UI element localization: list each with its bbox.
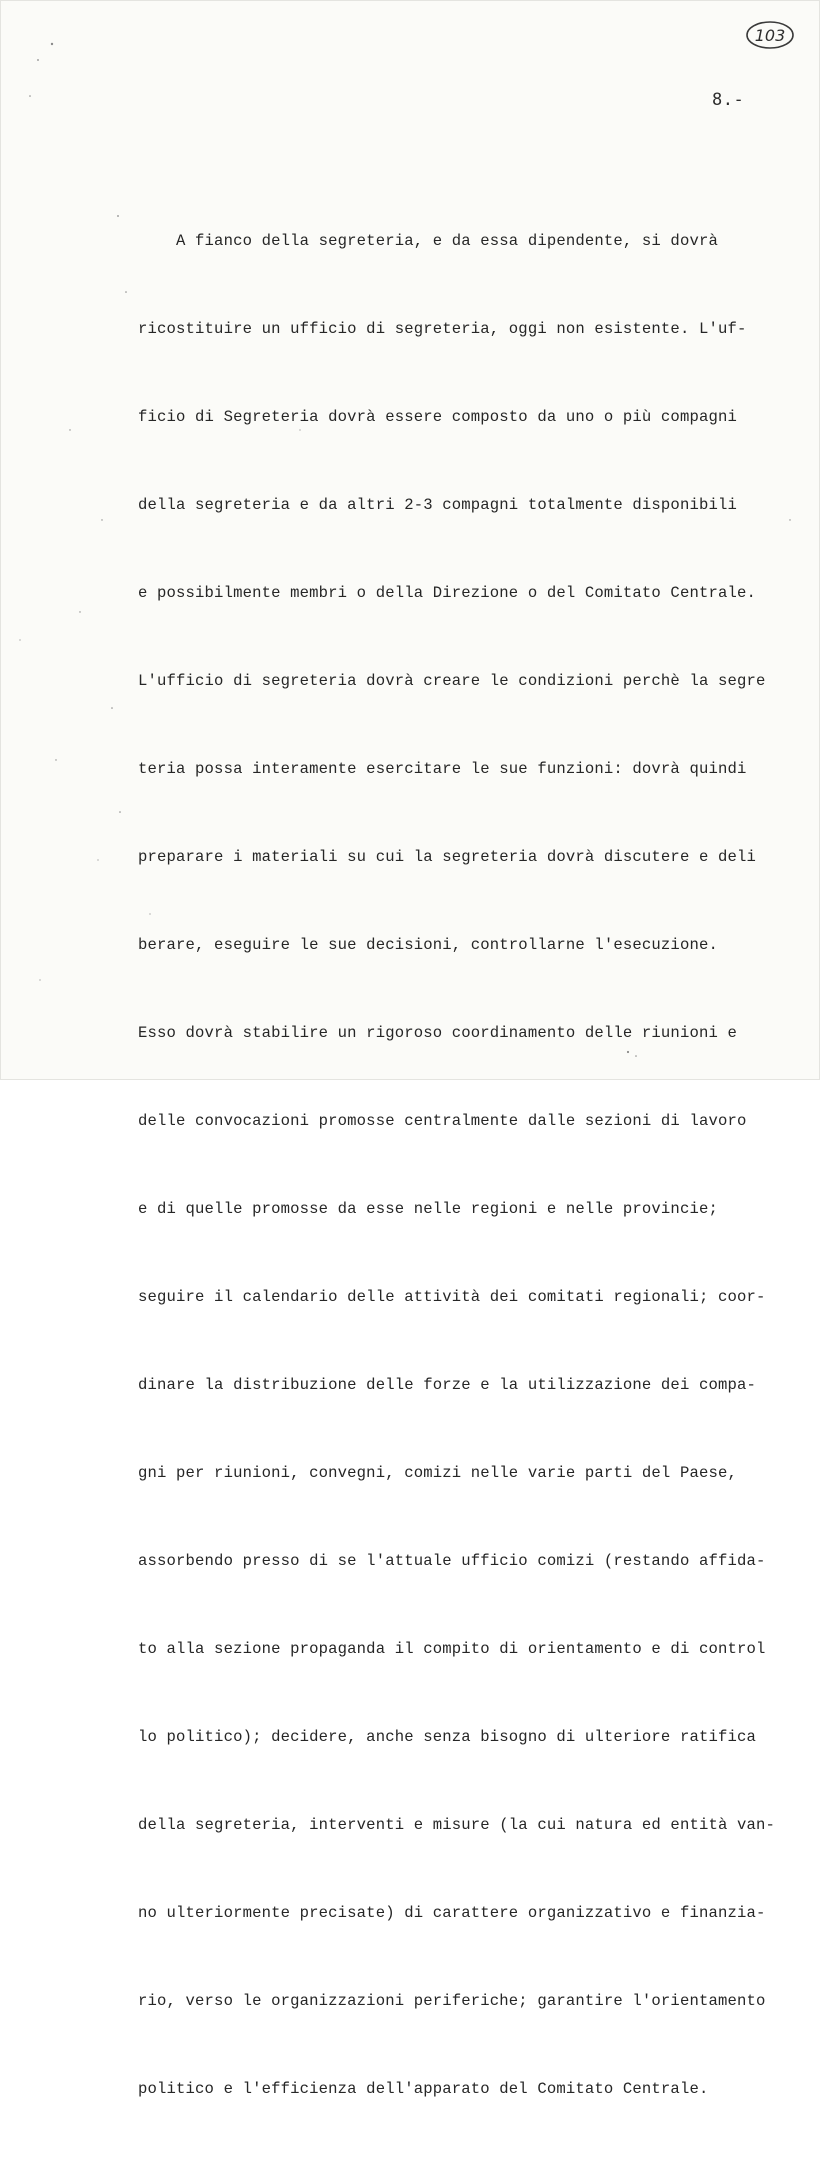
text-line: gni per riunioni, convegni, comizi nelle varie parti del Paese, xyxy=(138,1464,737,1483)
text-line: e di quelle promosse da esse nelle regioni e nelle provincie; xyxy=(138,1200,718,1219)
typewritten-paragraph xyxy=(138,168,818,2160)
archive-number-text: 103 xyxy=(754,26,786,45)
text-line: Esso dovrà stabilire un rigoroso coordinamento delle riunioni e xyxy=(138,1023,737,1042)
text-line: ficio di Segreteria dovrà essere composto da uno o più compagni xyxy=(138,407,737,426)
text-line: e possibilmente membri o della Direzione o del Comitato Centrale. xyxy=(138,583,757,602)
text-line: della segreteria, interventi e misure (la cui natura ed entità van- xyxy=(138,1816,776,1835)
text-line: ricostituire un ufficio di segreteria, oggi non esistente. L'uf- xyxy=(138,319,747,338)
archive-stamp xyxy=(744,18,796,52)
text-line: delle convocazioni promosse centralmente dalle sezioni di lavoro xyxy=(138,1112,747,1130)
archive-stamp-circle xyxy=(744,18,796,52)
text-line: L'ufficio di segreteria dovrà creare le condizioni perchè la segre xyxy=(138,671,766,690)
text-line: assorbendo presso di se l'attuale ufficio comizi (restando affida- xyxy=(138,1552,766,1571)
page-number: 8.- xyxy=(712,90,745,110)
text-line: rio, verso le organizzazioni periferiche; garantire l'orientamento xyxy=(138,1992,766,2011)
text-line: lo politico); decidere, anche senza bisogno di ulteriore ratifica xyxy=(138,1728,757,1747)
text-line: A fianco della segreteria, e da essa dipendente, si dovrà xyxy=(138,231,718,250)
text-line: teria possa interamente esercitare le sue funzioni: dovrà quindi xyxy=(138,759,747,778)
text-line: preparare i materiali su cui la segreteria dovrà discutere e deli xyxy=(138,847,757,866)
text-line: politico e l'efficienza dell'apparato del Comitato Centrale. xyxy=(138,2080,709,2099)
text-line: dinare la distribuzione delle forze e la utilizzazione dei compa- xyxy=(138,1376,757,1395)
text-line: della segreteria e da altri 2-3 compagni totalmente disponibili xyxy=(138,495,737,514)
text-line: berare, eseguire le sue decisioni, controllarne l'esecuzione. xyxy=(138,935,718,954)
text-line: seguire il calendario delle attività dei comitati regionali; coor- xyxy=(138,1288,766,1307)
text-line: no ulteriormente precisate) di carattere organizzativo e finanzia- xyxy=(138,1904,766,1923)
text-line: to alla sezione propaganda il compito di orientamento e di control xyxy=(138,1640,766,1659)
